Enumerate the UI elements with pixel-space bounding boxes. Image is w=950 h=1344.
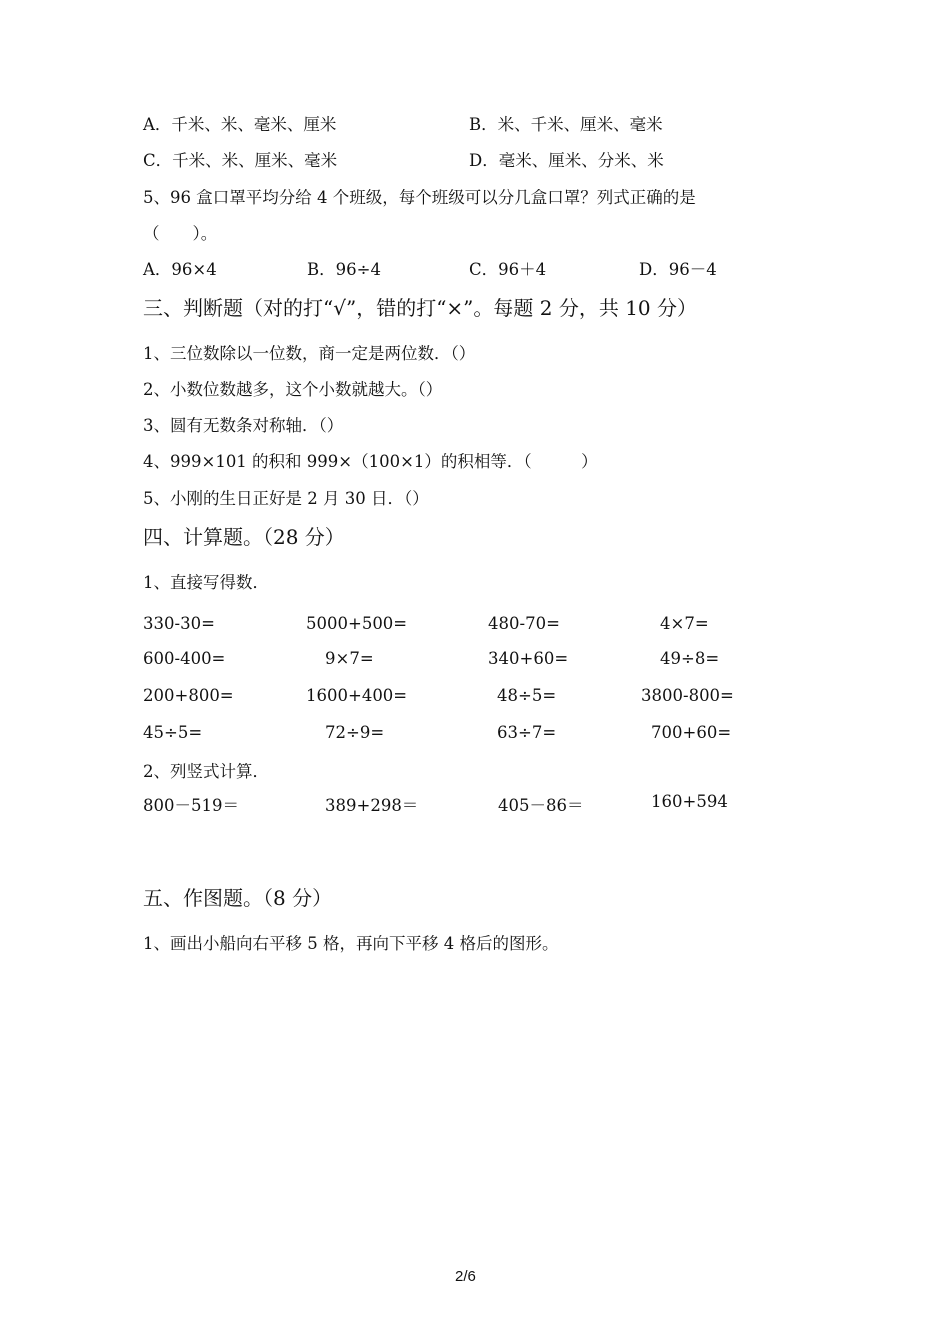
q5-stem: 5、96 盒口罩平均分给 4 个班级，每个班级可以分几盒口罩？列式正确的是 [143,188,696,207]
q5-blank: （ ）。 [143,224,218,243]
section-5-title: 五、作图题。（8 分） [143,886,333,910]
q5-option-a: A．96×4 [143,260,217,279]
calc-cell: 49÷8= [660,649,720,668]
vertical-calc: 389+298＝ [325,796,419,815]
calc-sub-2: 2、列竖式计算． [143,762,269,781]
drawing-item-1: 1、画出小船向右平移 5 格，再向下平移 4 格后的图形。 [143,934,559,953]
judge-item-5: 5、小刚的生日正好是 2 月 30 日．（） [143,489,429,508]
calc-cell: 340+60= [488,649,569,668]
q5-option-d: D．96－4 [639,260,717,279]
calc-cell: 1600+400= [306,686,408,705]
judge-item-4: 4、999×101 的积和 999×（100×1）的积相等．（ ） [143,452,598,471]
vertical-calc: 160+594 [651,792,728,811]
calc-cell: 330-30= [143,614,215,633]
judge-item-3: 3、圆有无数条对称轴．（） [143,416,344,435]
vertical-calc: 405－86＝ [498,796,584,815]
calc-cell: 45÷5= [143,723,203,742]
calc-cell: 4×7= [660,614,709,633]
calc-sub-1: 1、直接写得数． [143,573,269,592]
calc-cell: 3800-800= [641,686,734,705]
judge-item-1: 1、三位数除以一位数，商一定是两位数．（） [143,344,476,363]
section-4-title: 四、计算题。（28 分） [143,525,345,549]
calc-cell: 48÷5= [497,686,557,705]
calc-cell: 700+60= [651,723,732,742]
q4-option-b: B．米、千米、厘米、毫米 [469,115,663,134]
q4-option-c: C．千米、米、厘米、毫米 [143,151,338,170]
q5-option-b: B．96÷4 [307,260,381,279]
q5-option-c: C．96＋4 [469,260,547,279]
judge-item-2: 2、小数位数越多，这个小数就越大。（） [143,380,443,399]
section-3-title: 三、判断题（对的打“√”，错的打“×”。每题 2 分，共 10 分） [143,296,698,320]
vertical-calc: 800－519＝ [143,796,239,815]
calc-cell: 200+800= [143,686,234,705]
page-number: 2/6 [455,1268,476,1285]
calc-cell: 63÷7= [497,723,557,742]
q4-option-d: D．毫米、厘米、分米、米 [469,151,664,170]
calc-cell: 480-70= [488,614,560,633]
calc-cell: 600-400= [143,649,226,668]
q4-option-a: A．千米、米、毫米、厘米 [143,115,337,134]
calc-cell: 9×7= [325,649,374,668]
calc-cell: 72÷9= [325,723,385,742]
calc-cell: 5000+500= [306,614,408,633]
